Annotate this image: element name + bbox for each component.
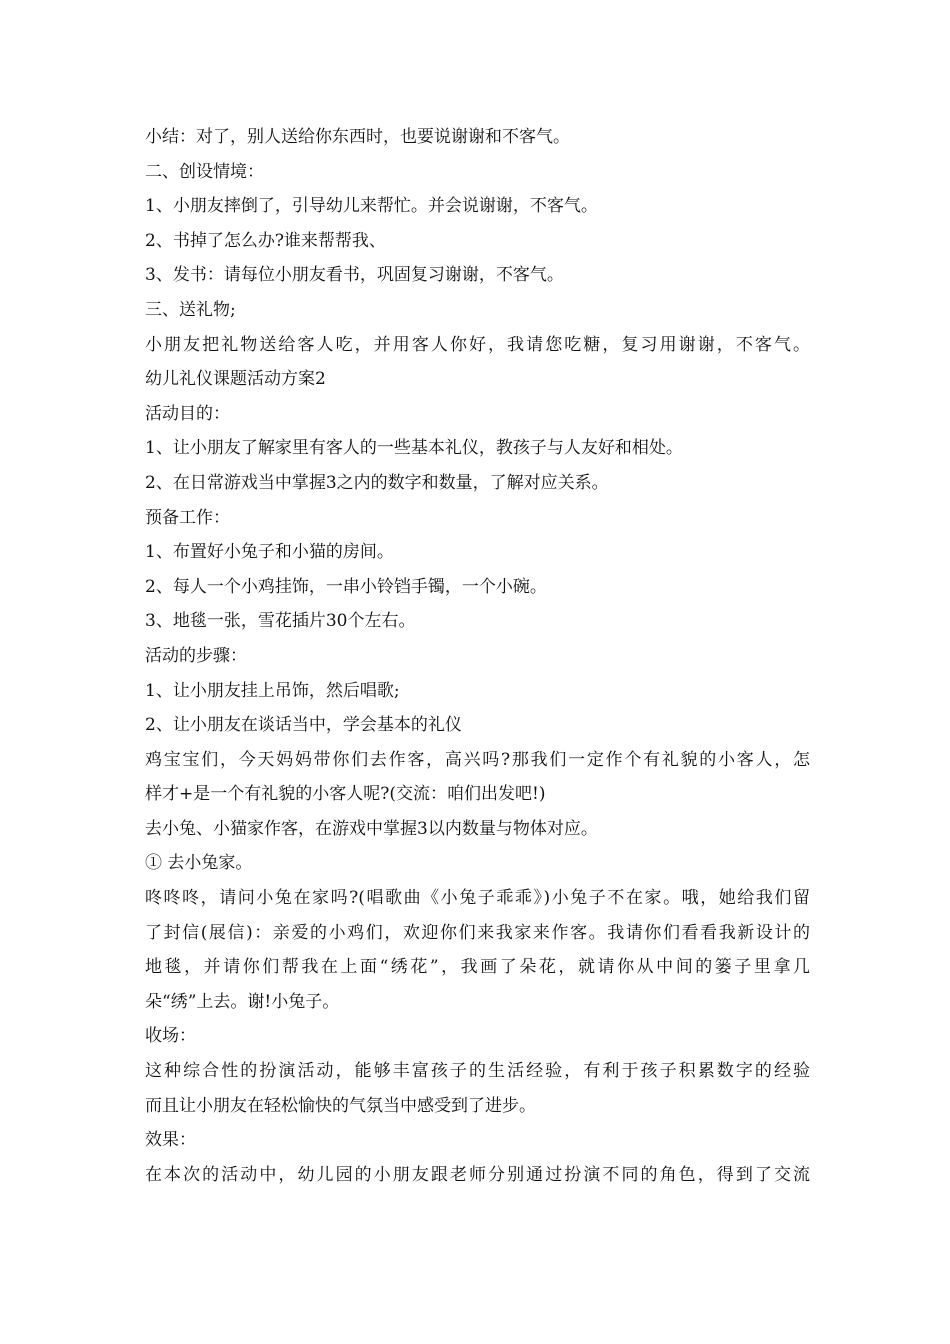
section-heading: 预备工作： — [145, 507, 230, 528]
text-line: 1、小朋友摔倒了，引导幼儿来帮忙。并会说谢谢，不客气。 — [145, 196, 598, 217]
text-line: 2、每人一个小鸡挂饰，一串小铃铛手镯，一个小碗。 — [145, 576, 547, 597]
text-line: 而且让小朋友在轻松愉快的气氛当中感受到了进步。 — [145, 1095, 536, 1116]
text-line: 1、布置好小兔子和小猫的房间。 — [145, 542, 394, 563]
text-line: 2、在日常游戏当中掌握3之内的数字和数量，了解对应关系。 — [145, 472, 609, 493]
section-heading: 二、创设情境： — [145, 161, 264, 182]
document-page — [145, 120, 810, 1192]
text-line: 3、发书：请每位小朋友看书，巩固复习谢谢，不客气。 — [145, 265, 564, 286]
text-line: 1、让小朋友挂上吊饰，然后唱歌; — [145, 680, 400, 701]
text-line: 朵“绣”上去。谢!小兔子。 — [145, 991, 340, 1012]
text-line: 小结：对了，别人送给你东西时，也要说谢谢和不客气。 — [145, 127, 570, 147]
section-heading: 活动目的： — [145, 403, 230, 424]
text-line: 在本次的活动中，幼儿园的小朋友跟老师分别通过扮演不同的角色，得到了交流 — [145, 1164, 810, 1185]
text-line: 2、让小朋友在谈话当中，学会基本的礼仪 — [145, 715, 462, 736]
text-line: 小朋友把礼物送给客人吃，并用客人你好，我请您吃糖，复习用谢谢，不客气。 — [145, 334, 810, 355]
text-line: 2、书掉了怎么办?谁来帮帮我、 — [145, 230, 386, 251]
text-line: 1、让小朋友了解家里有客人的一些基本礼仪，教孩子与人友好和相处。 — [145, 438, 683, 459]
text-line: 这种综合性的扮演活动，能够丰富孩子的生活经验，有利于孩子积累数字的经验 — [145, 1061, 810, 1082]
section-heading: 收场： — [145, 1026, 196, 1047]
document-title: 幼儿礼仪课题活动方案2 — [145, 369, 326, 390]
text-line: ① 去小兔家。 — [145, 853, 253, 874]
section-heading: 活动的步骤： — [145, 645, 247, 666]
text-line: 了封信(展信)：亲爱的小鸡们，欢迎你们来我家来作客。我请你们看看我新设计的 — [145, 922, 810, 943]
text-line: 去小兔、小猫家作客，在游戏中掌握3以内数量与物体对应。 — [145, 818, 598, 839]
text-line: 地毯，并请你们帮我在上面“绣花”，我画了朵花，就请你从中间的篓子里拿几 — [145, 957, 810, 978]
text-line: 鸡宝宝们，今天妈妈带你们去作客，高兴吗?那我们一定作个有礼貌的小客人，怎 — [145, 749, 810, 770]
section-heading: 效果： — [145, 1130, 196, 1151]
text-line: 咚咚咚，请问小兔在家吗?(唱歌曲《小兔子乖乖》)小兔子不在家。哦，她给我们留 — [145, 888, 810, 909]
text-line: 3、地毯一张，雪花插片30个左右。 — [145, 611, 416, 632]
section-heading: 三、送礼物; — [145, 299, 236, 320]
text-line: 样才+是一个有礼貌的小客人呢?(交流：咱们出发吧!) — [145, 784, 546, 805]
